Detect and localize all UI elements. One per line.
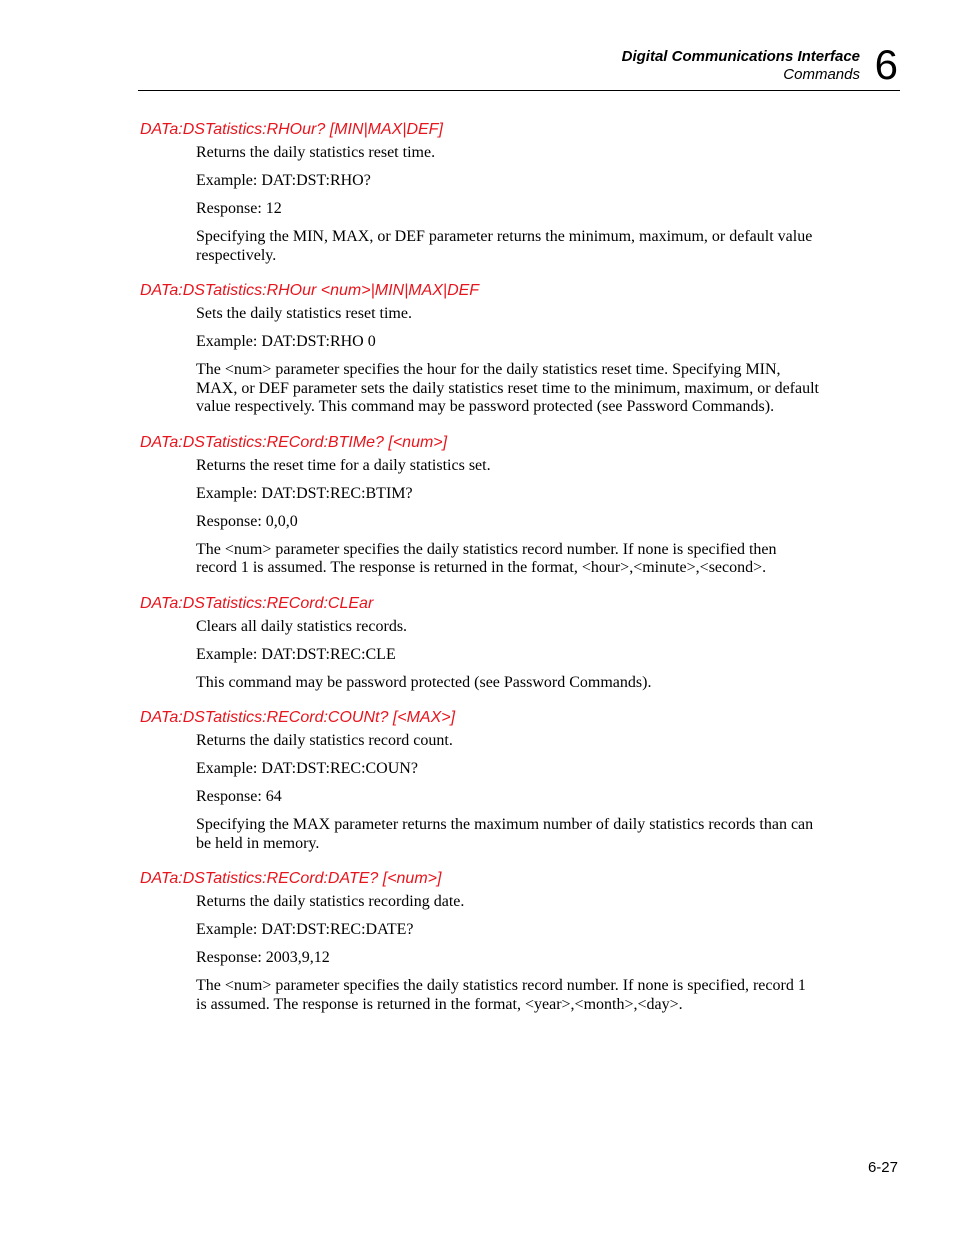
command-response: Response: 0,0,0 [196, 512, 298, 530]
header-title: Digital Communications Interface [621, 48, 860, 65]
command-section [140, 120, 820, 265]
command-body [196, 144, 820, 265]
command-example: Example: DAT:DST:RHO? [196, 172, 371, 189]
command-body [196, 305, 820, 417]
command-description: Returns the daily statistics recording date. [196, 893, 465, 910]
command-body [196, 732, 820, 853]
command-section [140, 281, 820, 417]
command-example: Example: DAT:DST:REC:BTIM? [196, 484, 413, 502]
command-section [140, 869, 820, 1014]
command-notes: Specifying the MAX parameter returns the maximum number of daily statistics records than can be held in memory. [196, 816, 814, 852]
command-notes: Specifying the MIN, MAX, or DEF parameter returns the minimum, maximum, or default value respectively. [196, 228, 813, 264]
command-body [196, 457, 820, 578]
command-response: Response: 64 [196, 788, 282, 805]
command-response: Response: 12 [196, 200, 282, 217]
command-section [140, 594, 820, 693]
command-description: Returns the reset time for a daily statistics set. [196, 456, 491, 474]
command-example: Example: DAT:DST:REC:DATE? [196, 921, 414, 938]
command-description: Sets the daily statistics reset time. [196, 305, 412, 322]
header-subtitle: Commands [783, 66, 860, 83]
main-content [140, 120, 820, 1030]
command-heading: DATa:DSTatistics:RECord:BTIMe? [<num>] [140, 433, 448, 451]
chapter-number: 6 [874, 41, 898, 88]
page-header [138, 41, 900, 91]
command-notes: The <num> parameter specifies the daily statistics record number. If none is specified then record 1 is assumed. The response is returned in the format, <hour>,<minute>,<second>. [196, 540, 777, 576]
command-body [196, 618, 820, 693]
page-number: 6-27 [867, 1159, 898, 1176]
command-body [196, 893, 820, 1014]
command-description: Returns the daily statistics reset time. [196, 144, 436, 161]
command-description: Clears all daily statistics records. [196, 617, 408, 635]
command-section [140, 708, 820, 853]
command-notes: The <num> parameter specifies the hour for the daily statistics reset time. Specifying MIN, MAX, or DEF parameter sets the daily statistics reset time to the minimum, maximum, or default value respectively. This command may be password protected (see Password Commands). [196, 361, 819, 415]
command-heading: DATa:DSTatistics:RECord:DATE? [<num>] [140, 870, 442, 887]
header-titles [622, 48, 860, 84]
command-heading: DATa:DSTatistics:RHOur? [MIN|MAX|DEF] [140, 121, 443, 138]
command-section [140, 433, 820, 578]
command-description: Returns the daily statistics record count. [196, 732, 453, 749]
command-notes: This command may be password protected (see Password Commands). [196, 673, 652, 691]
command-example: Example: DAT:DST:REC:CLE [196, 645, 396, 663]
command-response: Response: 2003,9,12 [196, 949, 330, 966]
command-example: Example: DAT:DST:RHO 0 [196, 333, 376, 350]
command-heading: DATa:DSTatistics:RECord:CLEar [140, 594, 374, 612]
command-example: Example: DAT:DST:REC:COUN? [196, 760, 418, 777]
command-heading: DATa:DSTatistics:RHOur <num>|MIN|MAX|DEF [140, 282, 480, 299]
command-heading: DATa:DSTatistics:RECord:COUNt? [<MAX>] [140, 709, 456, 726]
command-notes: The <num> parameter specifies the daily statistics record number. If none is specified, record 1 is assumed. The response is returned in the format, <year>,<month>,<day>. [196, 977, 806, 1013]
